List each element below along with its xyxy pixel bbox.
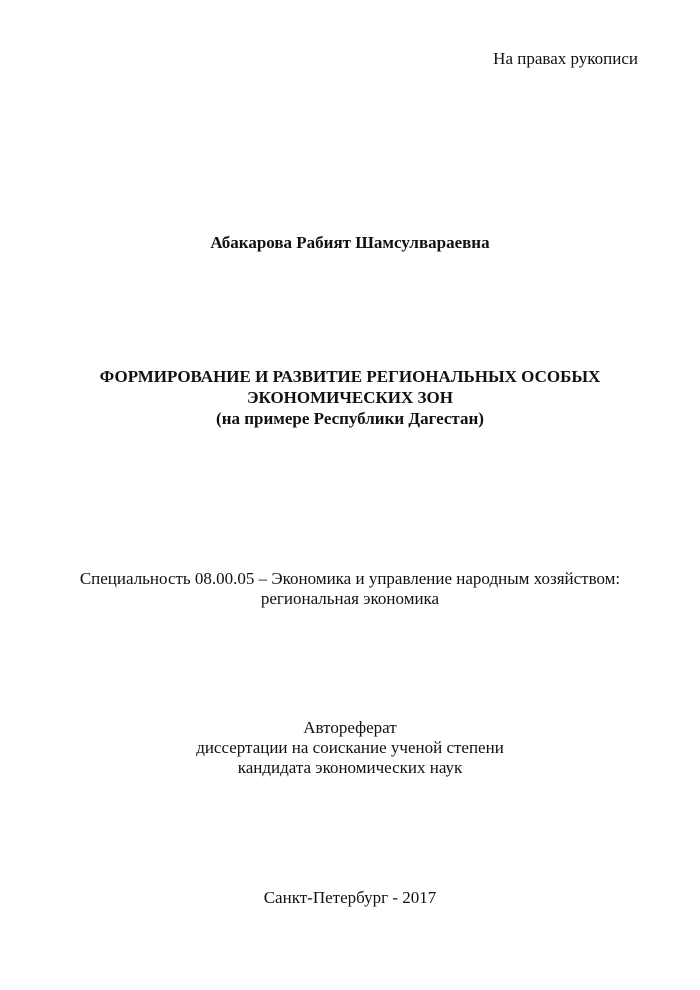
abstract-block (0, 718, 700, 778)
manuscript-note: На правах рукописи (493, 49, 638, 68)
dissertation-title (0, 366, 700, 429)
title-line-3: (на примере Республики Дагестан) (216, 409, 484, 428)
abstract-line-2: диссертации на соискание ученой степени (196, 738, 504, 757)
specialty-block (0, 569, 700, 609)
abstract-line-3: кандидата экономических наук (237, 758, 463, 777)
author-name: Абакарова Рабият Шамсулвараевна (210, 233, 490, 252)
place-and-year: Санкт-Петербург - 2017 (263, 888, 437, 907)
title-line-1: ФОРМИРОВАНИЕ И РАЗВИТИЕ РЕГИОНАЛЬНЫХ ОСОБЫХ (99, 367, 601, 386)
abstract-line-1: Автореферат (303, 718, 397, 737)
specialty-line-1: Специальность 08.00.05 – Экономика и управление народным хозяйством: (79, 569, 621, 588)
specialty-line-2: региональная экономика (260, 589, 440, 608)
title-line-2: ЭКОНОМИЧЕСКИХ ЗОН (247, 388, 453, 407)
